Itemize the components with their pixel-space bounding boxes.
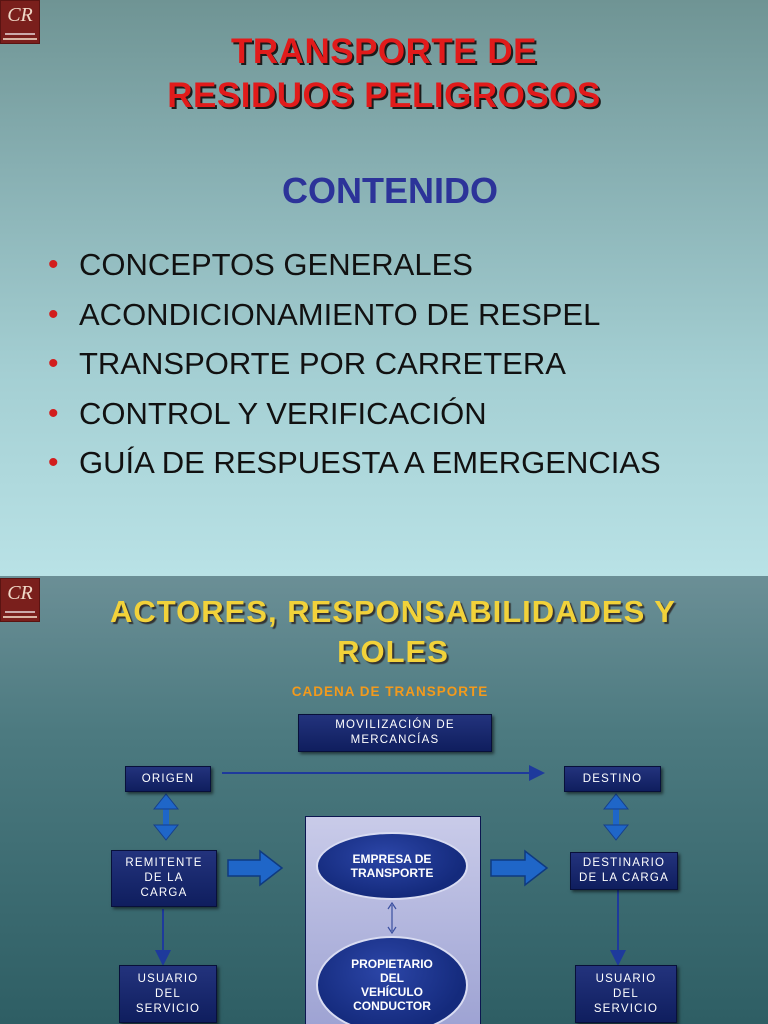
remitente-box: REMITENTE DE LA CARGA	[111, 850, 217, 907]
origen-box: ORIGEN	[125, 766, 211, 792]
bullet-icon: •	[48, 446, 59, 479]
title-line-2: RESIDUOS PELIGROSOS	[167, 76, 601, 115]
destinatario-block-arrow	[491, 851, 547, 885]
destino-box: DESTINO	[564, 766, 661, 792]
contenido-heading: CONTENIDO	[282, 170, 498, 211]
bullet-icon: •	[48, 297, 59, 331]
bullet-icon: •	[48, 248, 59, 281]
logo-glyph: CR	[7, 582, 33, 604]
empresa-propietario-arrow	[385, 900, 399, 936]
usuario-servicio-left-box: USUARIO DEL SERVICIO	[119, 965, 217, 1023]
title-line-2: ROLES	[337, 634, 449, 669]
list-item: • GUÍA DE RESPUESTA A EMERGENCIAS	[48, 438, 661, 488]
destino-destinatario-double-arrow	[604, 794, 628, 840]
usuario-servicio-right-box: USUARIO DEL SERVICIO	[575, 965, 677, 1023]
slide-actores	[0, 576, 768, 1024]
list-item: • CONCEPTOS GENERALES	[48, 240, 661, 290]
contents-list	[48, 240, 661, 488]
origen-remitente-double-arrow	[154, 794, 178, 840]
logo-glyph: CR	[7, 4, 33, 26]
remitente-block-arrow	[228, 851, 282, 885]
empresa-transporte-ellipse: EMPRESA DE TRANSPORTE	[316, 832, 468, 900]
bullet-icon: •	[48, 396, 59, 430]
movilizacion-box: MOVILIZACIÓN DE MERCANCÍAS	[298, 714, 492, 752]
list-item: • ACONDICIONAMIENTO DE RESPEL	[48, 290, 661, 340]
destinatario-box: DESTINARIO DE LA CARGA	[570, 852, 678, 890]
title-line-1: ACTORES, RESPONSABILIDADES Y	[109, 594, 676, 629]
propietario-vehiculo-ellipse: PROPIETARIO DEL VEHÍCULO CONDUCTOR	[316, 936, 468, 1024]
list-item: • CONTROL Y VERIFICACIÓN	[48, 389, 661, 439]
list-item: • TRANSPORTE POR CARRETERA	[48, 339, 661, 389]
bullet-icon: •	[48, 347, 59, 380]
title-line-1: TRANSPORTE DE	[231, 32, 537, 71]
slide-title	[0, 30, 768, 118]
slide-subtitle: CADENA DE TRANSPORTE	[291, 684, 489, 699]
